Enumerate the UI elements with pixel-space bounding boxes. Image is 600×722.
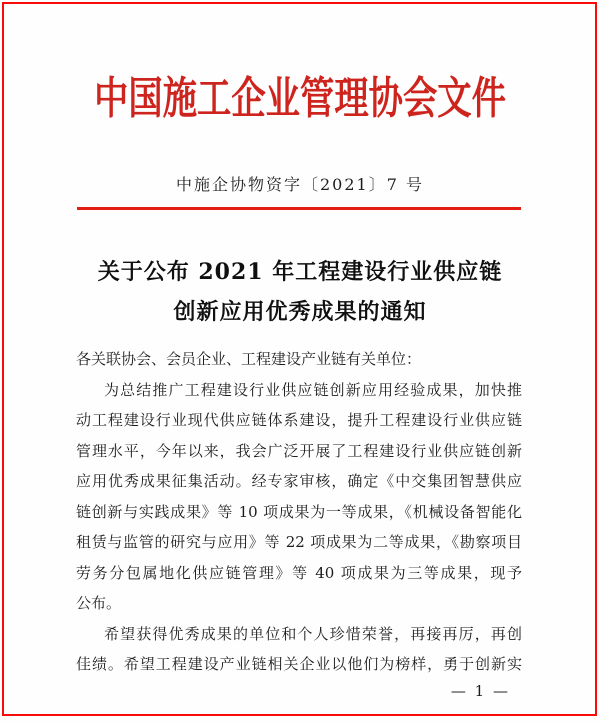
salutation-line: 各关联协会、会员企业、工程建设产业链有关单位： bbox=[76, 350, 422, 368]
page-number: — 1 — bbox=[450, 682, 510, 700]
body-line: 为总结推广工程建设行业供应链创新应用经验成果，加快推 bbox=[104, 380, 522, 399]
doc-number: 中施企协物资字〔2021〕7 号 bbox=[176, 175, 424, 194]
org-title bbox=[0, 74, 600, 124]
notice-title-line-2: 创新应用优秀成果的通知 bbox=[173, 299, 427, 325]
notice-title bbox=[0, 252, 600, 332]
body-line: 动工程建设行业现代供应链体系建设，提升工程建设行业供应链 bbox=[76, 411, 522, 429]
red-divider-line bbox=[77, 207, 521, 210]
body-line: 佳绩。希望工程建设产业链相关企业以他们为榜样，勇于创新实 bbox=[76, 655, 522, 673]
body-line: 应用优秀成果征集活动。经专家审核，确定《中交集团智慧供应 bbox=[76, 472, 522, 490]
notice-body bbox=[76, 344, 522, 680]
body-line: 公布。 bbox=[76, 594, 122, 612]
body-line: 劳务分包属地化供应链管理》等 40 项成果为三等成果，现予 bbox=[76, 563, 522, 582]
body-line: 租赁与监管的研究与应用》等 22 项成果为二等成果，《勘察项目 bbox=[76, 533, 522, 551]
notice-title-line-1: 关于公布 2021 年工程建设行业供应链 bbox=[97, 259, 503, 285]
body-line: 管理水平，今年以来，我会广泛开展了工程建设行业供应链创新 bbox=[76, 441, 522, 460]
org-title-text: 中国施工企业管理协会文件 bbox=[94, 73, 506, 124]
body-line: 链创新与实践成果》等 10 项成果为一等成果，《机械设备智能化 bbox=[76, 502, 522, 521]
body-line: 希望获得优秀成果的单位和个人珍惜荣誉，再接再厉，再创 bbox=[104, 624, 522, 643]
